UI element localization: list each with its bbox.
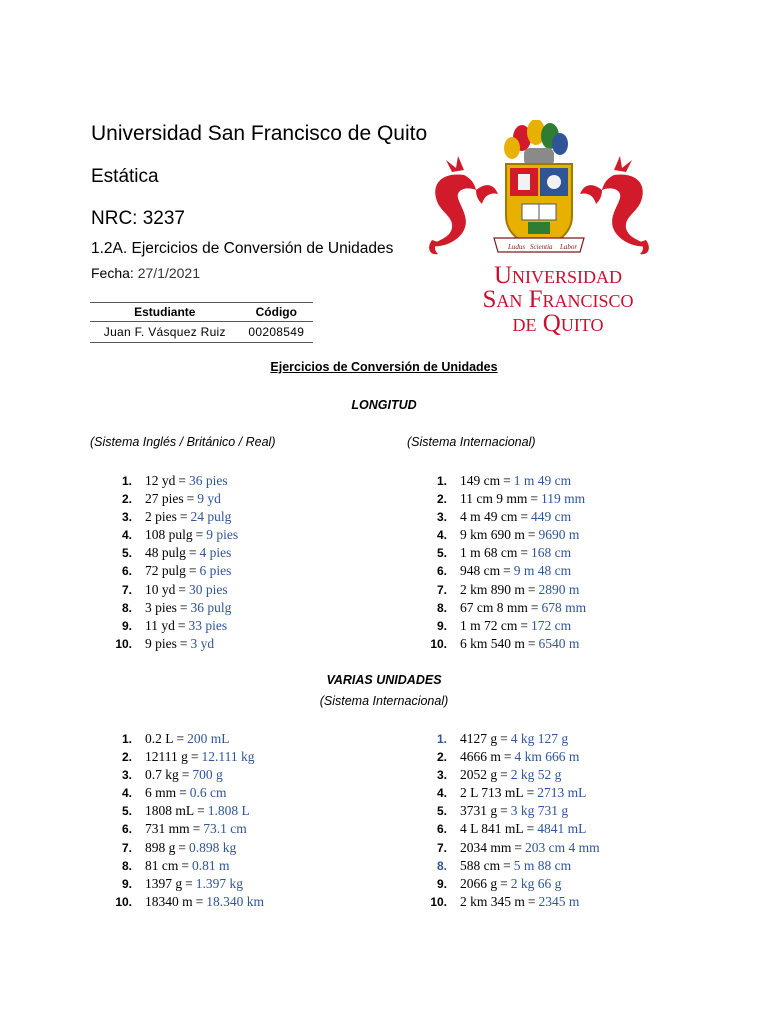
equals-sign: = bbox=[179, 635, 188, 651]
banner-word-3: Labor bbox=[560, 243, 578, 251]
conversion-result: 203 cm 4 mm bbox=[525, 839, 600, 855]
conversion-result: 18.340 km bbox=[206, 893, 265, 909]
equals-sign: = bbox=[195, 527, 204, 543]
conversion-result: 4 pies bbox=[199, 545, 232, 561]
equals-sign: = bbox=[500, 731, 508, 746]
item-number: 7. bbox=[121, 582, 132, 597]
list-item bbox=[425, 472, 586, 490]
item-number: 6. bbox=[436, 564, 447, 579]
item-number: 6. bbox=[436, 822, 447, 837]
equals-sign: = bbox=[500, 875, 508, 891]
conversion-result: 36 pies bbox=[189, 473, 228, 488]
equals-sign: = bbox=[520, 617, 528, 633]
equals-sign: = bbox=[503, 857, 511, 873]
list-item bbox=[110, 766, 264, 784]
equals-sign: = bbox=[530, 491, 538, 507]
conversion-input: 9 pies bbox=[145, 635, 177, 651]
section-title: Ejercicios de Conversión de Unidades bbox=[270, 360, 498, 374]
conversion-result: 24 pulg bbox=[190, 509, 232, 525]
list-item bbox=[110, 784, 264, 802]
equals-sign: = bbox=[503, 473, 511, 488]
list-item bbox=[425, 599, 586, 617]
item-number: 9. bbox=[436, 618, 447, 633]
conversion-input: 4 m 49 cm bbox=[460, 509, 518, 525]
conversion-result: 9 yd bbox=[197, 491, 221, 507]
equals-sign: = bbox=[500, 803, 508, 819]
conversion-result: 9 m 48 cm bbox=[513, 563, 572, 579]
item-number: 2. bbox=[121, 492, 132, 507]
conversion-input: 72 pulg bbox=[145, 563, 186, 579]
list-item bbox=[425, 526, 586, 544]
conversion-input: 4127 g bbox=[460, 731, 498, 746]
equals-sign: = bbox=[181, 767, 190, 783]
list-item bbox=[110, 857, 264, 875]
conversion-result: 3 kg 731 g bbox=[510, 803, 569, 819]
equals-sign: = bbox=[197, 803, 205, 819]
conversion-result: 1 m 49 cm bbox=[513, 473, 572, 488]
student-code: 00208549 bbox=[240, 322, 313, 343]
item-number: 2. bbox=[121, 750, 132, 765]
banner-word-1: Ludus bbox=[508, 243, 526, 251]
coat-of-arms-icon bbox=[424, 120, 654, 260]
conversion-input: 81 cm bbox=[145, 857, 179, 873]
conversion-result: 73.1 cm bbox=[203, 821, 247, 837]
conversion-input: 3 pies bbox=[145, 599, 177, 615]
item-number: 4. bbox=[436, 786, 447, 801]
conversion-result: 9690 m bbox=[538, 527, 580, 543]
header-estudiante: Estudiante bbox=[90, 303, 240, 322]
conversion-input: 948 cm bbox=[460, 563, 501, 579]
banner-word-2: Scientia bbox=[530, 243, 553, 251]
conversion-result: 449 cm bbox=[531, 509, 572, 525]
list-item bbox=[425, 820, 600, 838]
list-item bbox=[425, 581, 586, 599]
list-item bbox=[425, 766, 600, 784]
list-item bbox=[110, 508, 238, 526]
list-item bbox=[425, 490, 586, 508]
equals-sign: = bbox=[181, 857, 189, 873]
item-number: 6. bbox=[121, 564, 132, 579]
conversion-result: 0.81 m bbox=[192, 857, 230, 873]
list-item bbox=[110, 820, 264, 838]
item-number: 6. bbox=[121, 822, 132, 837]
conversion-result: 1.397 kg bbox=[195, 875, 243, 891]
list-item bbox=[110, 730, 264, 748]
longitud-right-list bbox=[425, 472, 586, 653]
list-item bbox=[425, 857, 600, 875]
item-number: 8. bbox=[121, 858, 132, 873]
equals-sign: = bbox=[188, 563, 197, 579]
item-number: 8. bbox=[436, 600, 447, 615]
list-item bbox=[425, 839, 600, 857]
conversion-input: 2 pies bbox=[145, 509, 177, 525]
university-logo bbox=[424, 120, 654, 335]
item-number: 1. bbox=[436, 474, 447, 488]
equals-sign: = bbox=[190, 749, 199, 765]
varias-title: VARIAS UNIDADES bbox=[326, 673, 442, 687]
equals-sign: = bbox=[527, 527, 536, 543]
conversion-result: 2345 m bbox=[538, 893, 580, 909]
item-number: 5. bbox=[436, 804, 447, 819]
equals-sign: = bbox=[527, 893, 536, 909]
longitud-left-system: (Sistema Inglés / Británico / Real) bbox=[90, 435, 276, 449]
conversion-result: 6 pies bbox=[199, 563, 232, 579]
date-label: Fecha: bbox=[91, 265, 134, 281]
item-number: 7. bbox=[436, 582, 447, 597]
conversion-input: 6 km 540 m bbox=[460, 635, 525, 651]
varias-left-list bbox=[110, 730, 264, 911]
list-item bbox=[110, 748, 264, 766]
students-table-header bbox=[90, 303, 313, 322]
list-item bbox=[425, 617, 586, 635]
date-value: 27/1/2021 bbox=[137, 265, 200, 281]
equals-sign: = bbox=[186, 491, 195, 507]
conversion-input: 0.2 L bbox=[145, 731, 174, 746]
list-item bbox=[425, 893, 600, 911]
conversion-input: 18340 m bbox=[145, 893, 193, 909]
conversion-input: 67 cm 8 mm bbox=[460, 599, 528, 615]
conversion-result: 4841 mL bbox=[537, 821, 587, 837]
longitud-title: LONGITUD bbox=[351, 398, 417, 412]
conversion-input: 1 m 68 cm bbox=[460, 545, 518, 561]
conversion-result: 0.6 cm bbox=[189, 785, 227, 801]
item-number: 2. bbox=[436, 492, 447, 507]
equals-sign: = bbox=[188, 545, 197, 561]
conversion-input: 2052 g bbox=[460, 767, 498, 783]
equals-sign: = bbox=[500, 767, 508, 783]
item-number: 1. bbox=[121, 732, 132, 746]
conversion-input: 11 yd bbox=[145, 617, 175, 633]
longitud-right-system: (Sistema Internacional) bbox=[407, 435, 536, 449]
list-item bbox=[425, 875, 600, 893]
equals-sign: = bbox=[514, 839, 523, 855]
conversion-input: 12111 g bbox=[145, 749, 188, 765]
conversion-result: 9 pies bbox=[206, 527, 239, 543]
conversion-input: 2034 mm bbox=[460, 839, 512, 855]
conversion-input: 2066 g bbox=[460, 875, 498, 891]
conversion-result: 5 m 88 cm bbox=[513, 857, 572, 873]
item-number: 9. bbox=[121, 618, 132, 633]
equals-sign: = bbox=[178, 473, 186, 488]
logo-text-line3: de Quito bbox=[512, 310, 604, 337]
list-item bbox=[110, 802, 264, 820]
conversion-result: 2713 mL bbox=[537, 785, 587, 801]
longitud-left-list bbox=[110, 472, 238, 653]
conversion-result: 30 pies bbox=[189, 581, 228, 597]
conversion-input: 6 mm bbox=[145, 785, 177, 801]
equals-sign: = bbox=[520, 509, 528, 525]
equals-sign: = bbox=[195, 893, 204, 909]
item-number: 7. bbox=[436, 840, 447, 855]
conversion-result: 4 kg 127 g bbox=[510, 731, 569, 746]
list-item bbox=[110, 581, 238, 599]
equals-sign: = bbox=[526, 785, 535, 801]
list-item bbox=[110, 562, 238, 580]
equals-sign: = bbox=[526, 821, 535, 837]
list-item bbox=[425, 635, 586, 653]
item-number: 4. bbox=[121, 786, 132, 801]
students-table bbox=[90, 302, 313, 343]
conversion-result: 6540 m bbox=[538, 635, 580, 651]
item-number: 10. bbox=[430, 894, 447, 909]
equals-sign: = bbox=[178, 839, 186, 855]
equals-sign: = bbox=[192, 821, 201, 837]
item-number: 3. bbox=[121, 510, 132, 525]
conversion-result: 3 yd bbox=[190, 635, 215, 651]
logo-text-line1: Universidad bbox=[493, 262, 623, 289]
conversion-input: 48 pulg bbox=[145, 545, 186, 561]
item-number: 1. bbox=[436, 732, 447, 746]
item-number: 3. bbox=[121, 768, 132, 783]
conversion-result: 12.111 kg bbox=[201, 749, 255, 765]
equals-sign: = bbox=[503, 749, 512, 765]
list-item bbox=[425, 730, 600, 748]
list-item bbox=[425, 508, 586, 526]
list-item bbox=[110, 472, 238, 490]
conversion-result: 36 pulg bbox=[190, 599, 232, 615]
item-number: 3. bbox=[436, 768, 447, 783]
conversion-input: 731 mm bbox=[145, 821, 190, 837]
item-number: 2. bbox=[436, 750, 447, 765]
conversion-input: 12 yd bbox=[145, 473, 176, 488]
item-number: 5. bbox=[436, 546, 447, 561]
conversion-input: 1 m 72 cm bbox=[460, 617, 518, 633]
conversion-result: 2 kg 52 g bbox=[510, 767, 562, 783]
item-number: 3. bbox=[436, 510, 447, 525]
conversion-result: 119 mm bbox=[541, 491, 586, 507]
nrc-label: NRC: 3237 bbox=[91, 208, 185, 229]
conversion-input: 149 cm bbox=[460, 473, 501, 488]
conversion-result: 33 pies bbox=[188, 617, 228, 633]
equals-sign: = bbox=[179, 509, 188, 525]
list-item bbox=[110, 839, 264, 857]
conversion-input: 10 yd bbox=[145, 581, 176, 597]
document-subtitle: 1.2A. Ejercicios de Conversión de Unidades bbox=[91, 240, 394, 257]
item-number: 8. bbox=[436, 858, 447, 873]
conversion-input: 9 km 690 m bbox=[460, 527, 525, 543]
item-number: 10. bbox=[115, 636, 132, 651]
item-number: 8. bbox=[121, 600, 132, 615]
conversion-result: 200 mL bbox=[187, 731, 230, 746]
list-item bbox=[425, 748, 600, 766]
item-number: 5. bbox=[121, 804, 132, 819]
header-codigo: Código bbox=[240, 303, 313, 322]
conversion-input: 898 g bbox=[145, 839, 176, 855]
list-item bbox=[110, 526, 238, 544]
left-dragon-icon bbox=[429, 156, 498, 254]
right-dragon-icon bbox=[580, 156, 649, 254]
list-item bbox=[110, 893, 264, 911]
list-item bbox=[110, 617, 238, 635]
conversion-input: 27 pies bbox=[145, 491, 184, 507]
item-number: 9. bbox=[436, 876, 447, 891]
conversion-input: 1397 g bbox=[145, 875, 183, 891]
conversion-input: 11 cm 9 mm bbox=[460, 491, 528, 507]
conversion-input: 0.7 kg bbox=[145, 767, 179, 783]
conversion-result: 700 g bbox=[192, 767, 223, 783]
list-item bbox=[425, 544, 586, 562]
conversion-input: 1808 mL bbox=[145, 803, 195, 819]
conversion-input: 3731 g bbox=[460, 803, 498, 819]
equals-sign: = bbox=[530, 599, 539, 615]
list-item bbox=[110, 490, 238, 508]
list-item bbox=[425, 784, 600, 802]
item-number: 1. bbox=[121, 474, 132, 488]
conversion-result: 0.898 kg bbox=[189, 839, 237, 855]
student-name: Juan F. Vásquez Ruiz bbox=[90, 322, 240, 343]
list-item bbox=[425, 562, 586, 580]
conversion-result: 168 cm bbox=[531, 545, 572, 561]
logo-text-line2: San Francisco bbox=[482, 286, 634, 313]
equals-sign: = bbox=[520, 545, 528, 561]
date-line bbox=[91, 265, 200, 281]
conversion-result: 678 mm bbox=[541, 599, 587, 615]
varias-system: (Sistema Internacional) bbox=[319, 694, 449, 708]
item-number: 4. bbox=[436, 528, 447, 543]
equals-sign: = bbox=[176, 731, 185, 746]
conversion-result: 4 km 666 m bbox=[514, 749, 580, 765]
item-number: 7. bbox=[121, 840, 132, 855]
equals-sign: = bbox=[179, 599, 188, 615]
list-item bbox=[110, 544, 238, 562]
university-title: Universidad San Francisco de Quito bbox=[91, 122, 428, 145]
list-item bbox=[110, 875, 264, 893]
conversion-result: 2 kg 66 g bbox=[510, 875, 562, 891]
table-row bbox=[90, 322, 313, 343]
equals-sign: = bbox=[527, 581, 536, 597]
conversion-input: 4 L 841 mL bbox=[460, 821, 524, 837]
list-item bbox=[110, 599, 238, 617]
equals-sign: = bbox=[177, 617, 186, 633]
item-number: 5. bbox=[121, 546, 132, 561]
conversion-input: 2 km 890 m bbox=[460, 581, 525, 597]
conversion-input: 2 L 713 mL bbox=[460, 785, 524, 801]
conversion-input: 588 cm bbox=[460, 857, 501, 873]
conversion-input: 2 km 345 m bbox=[460, 893, 525, 909]
item-number: 4. bbox=[121, 528, 132, 543]
list-item bbox=[425, 802, 600, 820]
conversion-result: 172 cm bbox=[531, 617, 572, 633]
list-item bbox=[110, 635, 238, 653]
varias-right-list bbox=[425, 730, 600, 911]
equals-sign: = bbox=[185, 875, 193, 891]
equals-sign: = bbox=[527, 635, 536, 651]
equals-sign: = bbox=[503, 563, 511, 579]
conversion-result: 2890 m bbox=[538, 581, 580, 597]
conversion-result: 1.808 L bbox=[207, 803, 250, 819]
equals-sign: = bbox=[178, 581, 186, 597]
conversion-input: 108 pulg bbox=[145, 527, 193, 543]
conversion-input: 4666 m bbox=[460, 749, 501, 765]
course-title: Estática bbox=[91, 166, 159, 187]
equals-sign: = bbox=[179, 785, 187, 801]
item-number: 10. bbox=[430, 636, 447, 651]
item-number: 10. bbox=[115, 894, 132, 909]
item-number: 9. bbox=[121, 876, 132, 891]
